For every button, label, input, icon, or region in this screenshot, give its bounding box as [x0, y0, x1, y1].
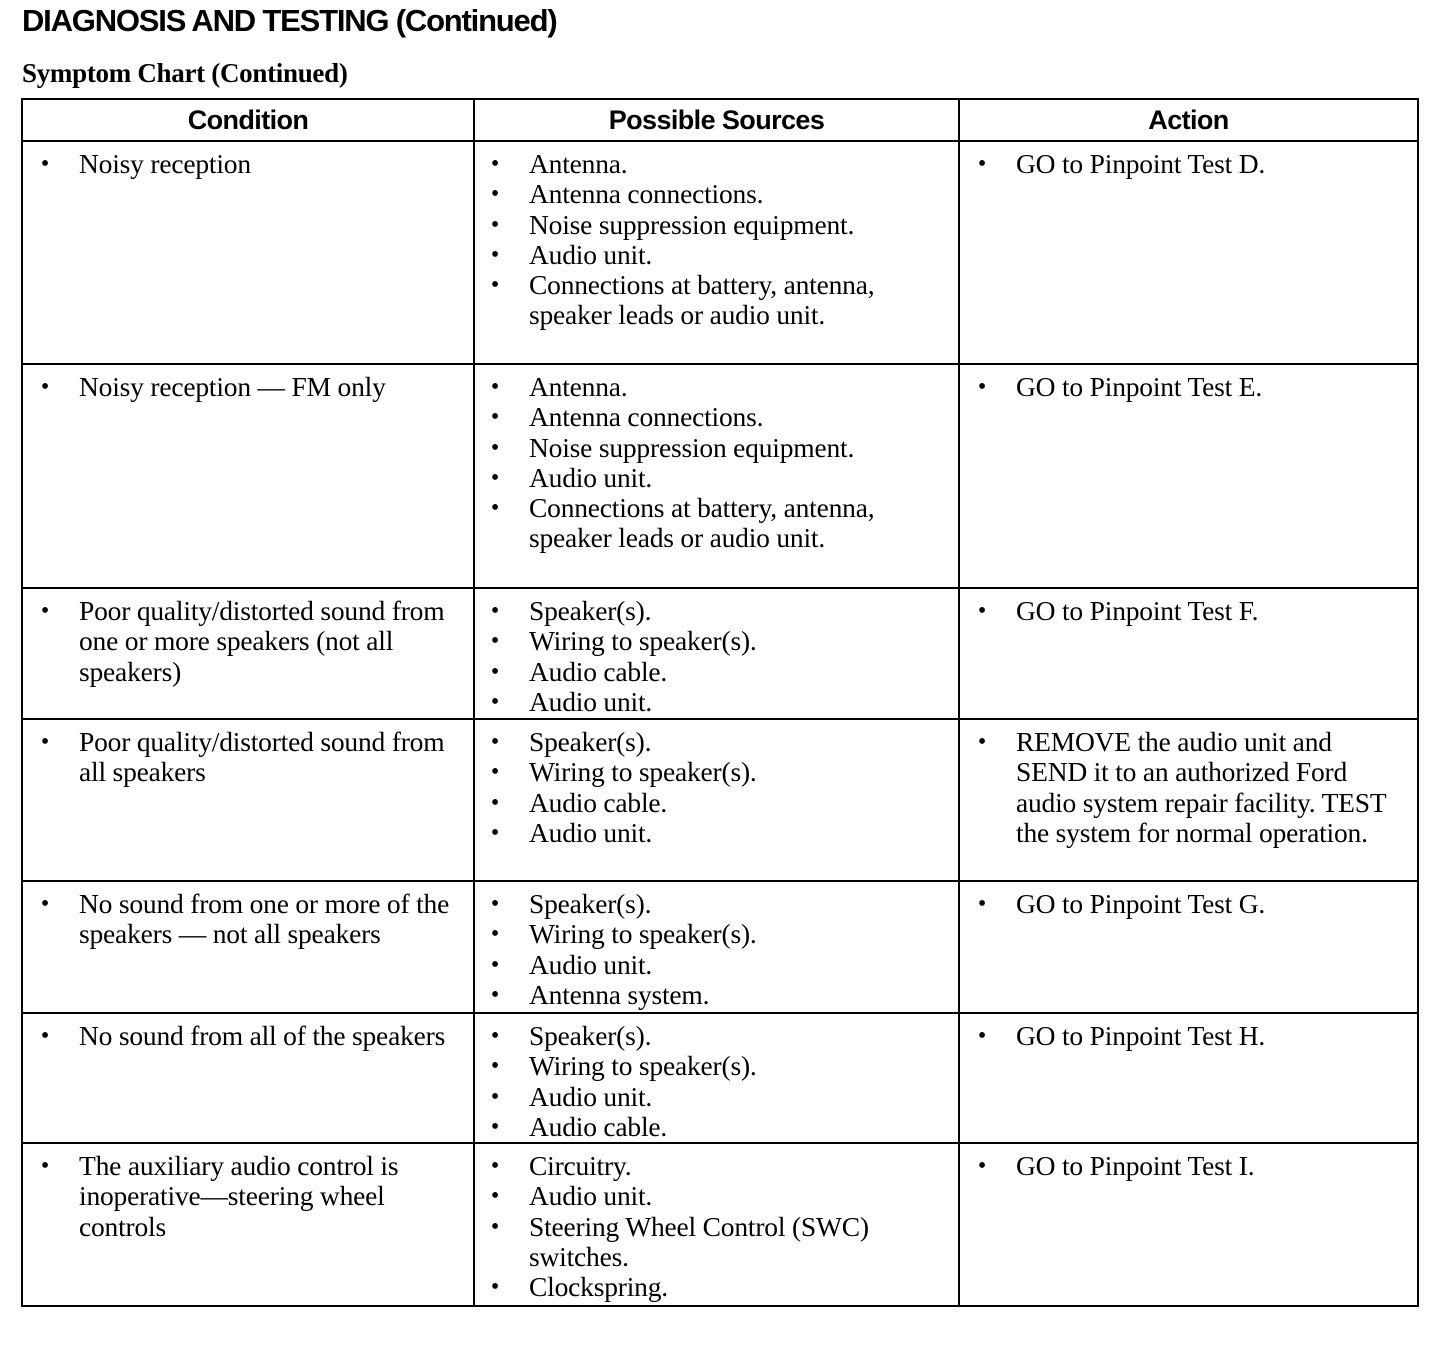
- bullet-glyph: •: [490, 1023, 500, 1049]
- condition-item: [33, 727, 461, 788]
- action-cell: [959, 719, 1418, 881]
- item-text: No sound from one or more of the speakers — not all speakers: [79, 888, 450, 950]
- source-item: [483, 757, 946, 787]
- table-row: [22, 881, 1418, 1013]
- item-text: GO to Pinpoint Test F.: [1016, 595, 1259, 626]
- source-item: [483, 433, 946, 463]
- action-cell: [959, 881, 1418, 1013]
- table-row: [22, 364, 1418, 588]
- item-text: GO to Pinpoint Test I.: [1016, 1150, 1255, 1182]
- action-item: [970, 372, 1405, 402]
- source-item: [483, 727, 946, 757]
- bullet-glyph: •: [490, 1213, 500, 1240]
- item-text: Audio cable.: [529, 655, 668, 687]
- bullet-list: [475, 720, 958, 848]
- source-item: [483, 210, 946, 240]
- bullet-list: [23, 365, 473, 402]
- item-text: Clockspring.: [529, 1271, 668, 1303]
- symptom-chart-table: [21, 98, 1419, 1307]
- sources-cell: [474, 364, 959, 588]
- bullet-list: [475, 882, 958, 1010]
- header-condition: Condition: [22, 99, 474, 141]
- source-item: [483, 919, 946, 949]
- item-text: GO to Pinpoint Test G.: [1016, 888, 1266, 919]
- bullet-glyph: •: [490, 272, 500, 299]
- bullet-glyph: •: [490, 241, 500, 268]
- bullet-glyph: •: [490, 151, 500, 177]
- header-possible-sources: Possible Sources: [474, 99, 959, 141]
- condition-item: [33, 1151, 461, 1242]
- source-item: [483, 889, 946, 919]
- bullet-glyph: •: [490, 819, 500, 846]
- source-item: [483, 1021, 946, 1051]
- bullet-list: [960, 1144, 1417, 1181]
- source-item: [483, 788, 946, 818]
- source-item: [483, 270, 946, 331]
- condition-cell: [22, 141, 474, 364]
- bullet-glyph: •: [490, 658, 500, 685]
- bullet-list: [960, 589, 1417, 626]
- bullet-glyph: •: [490, 1274, 500, 1301]
- condition-cell: [22, 881, 474, 1013]
- source-item: [483, 1051, 946, 1081]
- condition-cell: [22, 364, 474, 588]
- item-text: Antenna.: [529, 148, 628, 179]
- item-text: Noise suppression equipment.: [529, 208, 855, 240]
- bullet-glyph: •: [490, 1153, 500, 1180]
- bullet-list: [475, 1144, 958, 1302]
- item-text: Speaker(s).: [529, 726, 652, 757]
- action-cell: [959, 364, 1418, 588]
- bullet-glyph: •: [490, 404, 500, 431]
- item-text: Antenna connections.: [529, 178, 764, 210]
- bullet-glyph: •: [40, 374, 50, 400]
- action-item: [970, 1151, 1405, 1181]
- bullet-glyph: •: [40, 1023, 50, 1049]
- source-item: [483, 818, 946, 848]
- item-text: Noisy reception: [79, 148, 251, 179]
- bullet-list: [23, 142, 473, 179]
- bullet-glyph: •: [490, 951, 500, 978]
- condition-item: [33, 596, 461, 687]
- table-row: [22, 1013, 1418, 1143]
- item-text: Noise suppression equipment.: [529, 431, 855, 463]
- source-item: [483, 596, 946, 626]
- item-text: Speaker(s).: [529, 1020, 652, 1051]
- bullet-list: [23, 882, 473, 950]
- source-item: [483, 402, 946, 432]
- item-text: Steering Wheel Control (SWC) switches.: [529, 1210, 869, 1273]
- sources-cell: [474, 1143, 959, 1306]
- bullet-glyph: •: [490, 211, 500, 238]
- condition-item: [33, 372, 461, 402]
- bullet-glyph: •: [977, 598, 987, 624]
- bullet-glyph: •: [490, 729, 500, 755]
- table-row: [22, 1143, 1418, 1306]
- action-item: [970, 149, 1405, 179]
- item-text: No sound from all of the speakers: [79, 1020, 446, 1051]
- action-cell: [959, 1013, 1418, 1143]
- bullet-glyph: •: [490, 921, 500, 948]
- item-text: Antenna connections.: [529, 401, 764, 433]
- action-cell: [959, 141, 1418, 364]
- bullet-glyph: •: [977, 1153, 987, 1180]
- item-text: Wiring to speaker(s).: [529, 1050, 757, 1082]
- item-text: Connections at battery, antenna, speaker leads or audio unit.: [529, 492, 875, 554]
- bullet-list: [475, 1014, 958, 1142]
- bullet-glyph: •: [490, 789, 500, 816]
- sources-cell: [474, 1013, 959, 1143]
- item-text: Audio unit.: [529, 685, 653, 717]
- item-text: Noisy reception — FM only: [79, 371, 386, 402]
- action-item: [970, 596, 1405, 626]
- item-text: Speaker(s).: [529, 888, 652, 919]
- bullet-list: [960, 882, 1417, 919]
- action-item: [970, 727, 1405, 848]
- bullet-list: [23, 1014, 473, 1051]
- bullet-glyph: •: [490, 464, 500, 491]
- item-text: Audio cable.: [529, 1110, 668, 1142]
- item-text: Audio unit.: [529, 816, 653, 848]
- sources-cell: [474, 881, 959, 1013]
- header-action: Action: [959, 99, 1418, 141]
- condition-item: [33, 149, 461, 179]
- source-item: [483, 1112, 946, 1142]
- table-row: [22, 719, 1418, 881]
- item-text: Speaker(s).: [529, 595, 652, 626]
- bullet-glyph: •: [490, 434, 500, 461]
- table-row: [22, 141, 1418, 364]
- table-row: [22, 588, 1418, 719]
- source-item: [483, 980, 946, 1010]
- item-text: Antenna.: [529, 371, 628, 402]
- condition-cell: [22, 1143, 474, 1306]
- bullet-list: [960, 365, 1417, 402]
- bullet-glyph: •: [490, 181, 500, 208]
- chart-subheading: Symptom Chart (Continued): [22, 58, 348, 88]
- source-item: [483, 463, 946, 493]
- item-text: GO to Pinpoint Test E.: [1016, 371, 1263, 402]
- bullet-list: [23, 1144, 473, 1242]
- action-item: [970, 1021, 1405, 1051]
- bullet-list: [23, 589, 473, 687]
- bullet-glyph: •: [490, 759, 500, 786]
- item-text: Audio unit.: [529, 948, 653, 980]
- source-item: [483, 950, 946, 980]
- item-text: The auxiliary audio control is inoperative—steering wheel controls: [79, 1150, 399, 1242]
- bullet-glyph: •: [977, 151, 987, 177]
- sources-cell: [474, 588, 959, 719]
- bullet-glyph: •: [40, 729, 50, 755]
- source-item: [483, 1151, 946, 1181]
- bullet-glyph: •: [977, 729, 987, 755]
- item-text: Audio cable.: [529, 786, 668, 818]
- action-cell: [959, 1143, 1418, 1306]
- bullet-glyph: •: [490, 1053, 500, 1080]
- source-item: [483, 1082, 946, 1112]
- condition-cell: [22, 719, 474, 881]
- source-item: [483, 1181, 946, 1211]
- bullet-glyph: •: [490, 374, 500, 400]
- item-text: Wiring to speaker(s).: [529, 918, 757, 950]
- item-text: Wiring to speaker(s).: [529, 625, 757, 657]
- bullet-glyph: •: [977, 891, 987, 917]
- bullet-glyph: •: [490, 1113, 500, 1140]
- item-text: Connections at battery, antenna, speaker leads or audio unit.: [529, 269, 875, 331]
- item-text: Poor quality/distorted sound from one or more speakers (not all speakers): [79, 595, 445, 687]
- table-header: [22, 99, 1418, 141]
- source-item: [483, 657, 946, 687]
- bullet-list: [475, 589, 958, 717]
- bullet-glyph: •: [40, 151, 50, 177]
- bullet-glyph: •: [490, 688, 500, 715]
- bullet-list: [23, 720, 473, 788]
- source-item: [483, 493, 946, 554]
- source-item: [483, 149, 946, 179]
- bullet-list: [475, 365, 958, 554]
- item-text: Poor quality/distorted sound from all speakers: [79, 726, 445, 788]
- source-item: [483, 240, 946, 270]
- bullet-glyph: •: [490, 981, 500, 1008]
- item-text: GO to Pinpoint Test D.: [1016, 148, 1266, 179]
- bullet-glyph: •: [40, 891, 50, 917]
- source-item: [483, 179, 946, 209]
- action-cell: [959, 588, 1418, 719]
- item-text: Audio unit.: [529, 1180, 653, 1212]
- bullet-list: [960, 1014, 1417, 1051]
- source-item: [483, 687, 946, 717]
- bullet-glyph: •: [490, 891, 500, 917]
- bullet-list: [960, 720, 1417, 848]
- condition-cell: [22, 1013, 474, 1143]
- sources-cell: [474, 141, 959, 364]
- bullet-glyph: •: [40, 598, 50, 624]
- item-text: GO to Pinpoint Test H.: [1016, 1020, 1266, 1051]
- bullet-glyph: •: [490, 1083, 500, 1110]
- item-text: Audio unit.: [529, 461, 653, 493]
- source-item: [483, 626, 946, 656]
- action-item: [970, 889, 1405, 919]
- bullet-glyph: •: [490, 495, 500, 522]
- page-heading: DIAGNOSIS AND TESTING (Continued): [22, 3, 557, 38]
- item-text: Audio unit.: [529, 1080, 653, 1112]
- header-row: [22, 99, 1418, 141]
- item-text: Circuitry.: [529, 1150, 632, 1182]
- source-item: [483, 372, 946, 402]
- bullet-glyph: •: [490, 628, 500, 655]
- bullet-glyph: •: [40, 1153, 50, 1180]
- bullet-list: [475, 142, 958, 331]
- sources-cell: [474, 719, 959, 881]
- condition-item: [33, 889, 461, 950]
- item-text: REMOVE the audio unit and SEND it to an authorized Ford audio system repair facility. TEST the system for normal operation.: [1016, 726, 1386, 848]
- item-text: Wiring to speaker(s).: [529, 756, 757, 788]
- condition-cell: [22, 588, 474, 719]
- bullet-glyph: •: [977, 1023, 987, 1049]
- bullet-glyph: •: [490, 598, 500, 624]
- bullet-list: [960, 142, 1417, 179]
- source-item: [483, 1272, 946, 1302]
- condition-item: [33, 1021, 461, 1051]
- bullet-glyph: •: [490, 1183, 500, 1210]
- item-text: Antenna system.: [529, 978, 710, 1010]
- item-text: Audio unit.: [529, 238, 653, 270]
- table-body: [22, 141, 1418, 1306]
- source-item: [483, 1212, 946, 1273]
- bullet-glyph: •: [977, 374, 987, 400]
